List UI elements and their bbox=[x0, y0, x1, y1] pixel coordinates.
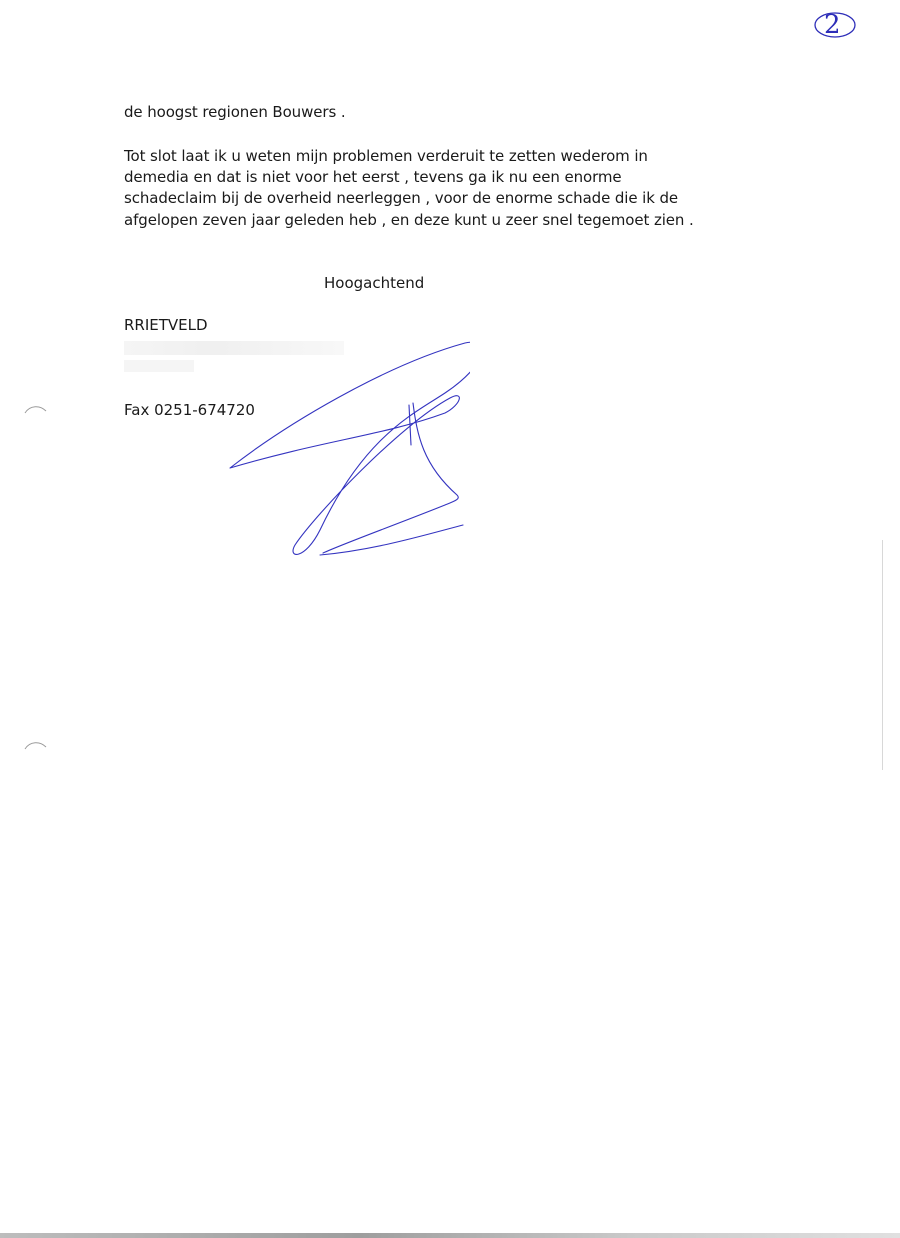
body-line-2: Tot slot laat ik u weten mijn problemen verderuit te zetten wederom in bbox=[124, 147, 648, 165]
signature-icon bbox=[225, 335, 470, 565]
body-line-5: afgelopen zeven jaar geleden heb , en deze kunt u zeer snel tegemoet zien . bbox=[124, 211, 694, 229]
redacted-city-line bbox=[124, 360, 194, 372]
body-line-3: demedia en dat is niet voor het eerst , tevens ga ik nu een enorme bbox=[124, 168, 622, 186]
handwritten-page-number bbox=[812, 8, 858, 42]
scan-edge-bottom bbox=[0, 1233, 900, 1238]
sender-name: RRIETVELD bbox=[124, 316, 208, 334]
punch-hole-mark-icon bbox=[22, 402, 48, 416]
closing-salutation: Hoogachtend bbox=[324, 274, 425, 292]
scan-edge-right bbox=[882, 540, 883, 770]
body-line-1: de hoogst regionen Bouwers . bbox=[124, 103, 346, 121]
sender-fax: Fax 0251-674720 bbox=[124, 401, 255, 419]
body-line-4: schadeclaim bij de overheid neerleggen , voor de enorme schade die ik de bbox=[124, 189, 679, 207]
punch-hole-mark-icon bbox=[22, 738, 48, 752]
page-number-text: 2 bbox=[824, 10, 841, 40]
